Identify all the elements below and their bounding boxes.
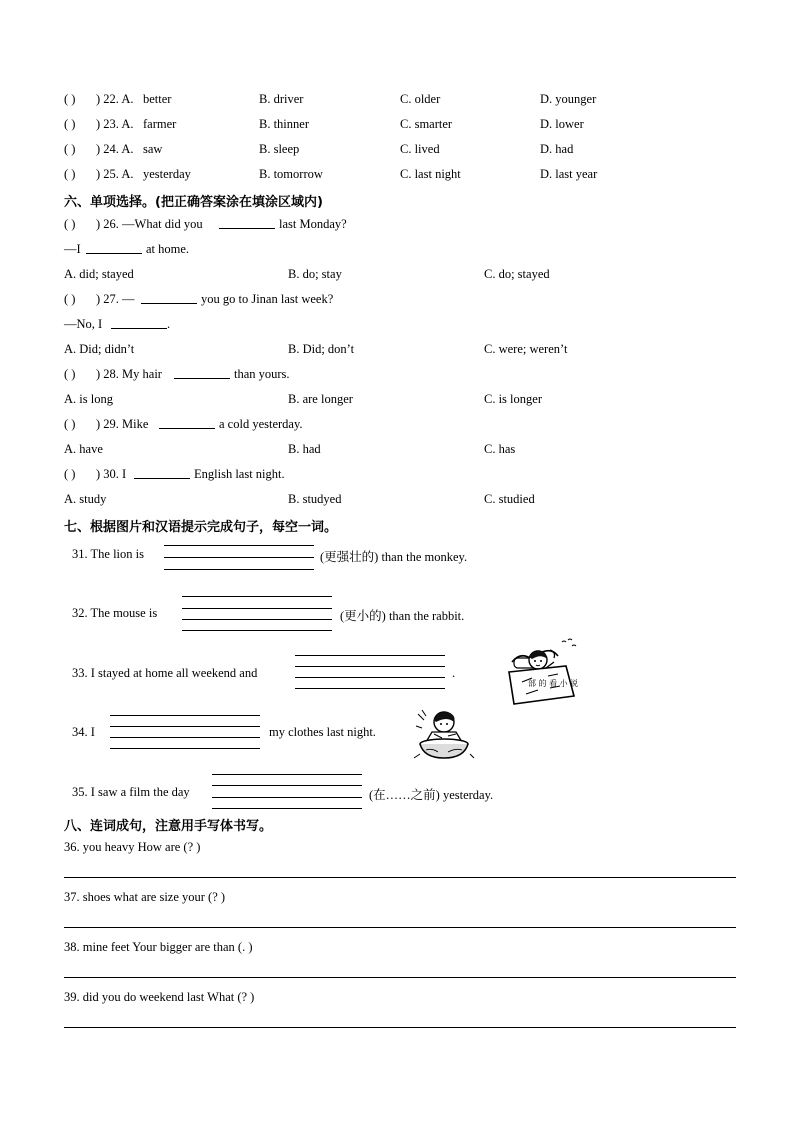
option-a: yesterday [143, 167, 191, 181]
sentence-start: 34. I [72, 725, 95, 739]
writing-line[interactable] [182, 608, 332, 609]
question-number: ) 22. A. [96, 92, 134, 106]
option-d: D. younger [540, 92, 597, 106]
option-b: B. sleep [259, 142, 300, 156]
writing-line[interactable] [110, 737, 260, 738]
answer-blank[interactable] [219, 217, 275, 229]
option-b: B. driver [259, 92, 304, 106]
option-c: C. smarter [400, 117, 453, 131]
sentence-end: (更小的) than the rabbit. [340, 609, 465, 623]
option-d: D. had [540, 142, 574, 156]
writing-line[interactable] [295, 677, 445, 678]
writing-line[interactable] [212, 785, 362, 786]
scrambled-words: 39. did you do weekend last What (? ) [64, 990, 255, 1004]
answer-line-start: —I [64, 242, 81, 256]
option-b: B. do; stay [288, 267, 342, 281]
writing-line[interactable] [295, 655, 445, 656]
answer-writing-line[interactable] [64, 977, 736, 978]
option-c: C. studied [484, 492, 535, 506]
section-8-heading: 八、连词成句，注意用手写体书写。 [64, 819, 273, 834]
question-number: ) 25. A. [96, 167, 134, 181]
writing-line[interactable] [182, 619, 332, 620]
option-b: B. had [288, 442, 321, 456]
option-b: B. thinner [259, 117, 309, 131]
answer-writing-line[interactable] [64, 877, 736, 878]
sentence-end: my clothes last night. [269, 725, 376, 739]
option-a: farmer [143, 117, 177, 131]
answer-paren: ( ) [64, 92, 76, 106]
answer-paren: ( ) [64, 467, 76, 481]
sentence-start: 35. I saw a film the day [72, 785, 190, 799]
sentence-end: . [452, 666, 456, 680]
writing-line[interactable] [182, 630, 332, 631]
sentence-start: 32. The mouse is [72, 606, 158, 620]
question-stem-end: a cold yesterday. [219, 417, 303, 431]
answer-blank[interactable] [174, 367, 230, 379]
option-c: C. older [400, 92, 441, 106]
answer-blank[interactable] [86, 242, 142, 254]
scrambled-words: 36. you heavy How are (? ) [64, 840, 201, 854]
boy-reading-in-bed-illustration [506, 638, 580, 710]
answer-line-start: —No, I [64, 317, 103, 331]
writing-line[interactable] [164, 569, 314, 570]
question-stem-end: you go to Jinan last week? [201, 292, 334, 306]
boy-washing-clothes-illustration [412, 708, 476, 762]
writing-line[interactable] [110, 748, 260, 749]
sentence-end: (在……之前) yesterday. [369, 788, 494, 802]
option-c: C. is longer [484, 392, 542, 406]
answer-writing-line[interactable] [64, 927, 736, 928]
answer-paren: ( ) [64, 292, 76, 306]
illustration-label: 部 的 看 小 说 [528, 679, 579, 688]
option-a: A. study [64, 492, 107, 506]
answer-paren: ( ) [64, 417, 76, 431]
writing-line[interactable] [110, 715, 260, 716]
answer-blank[interactable] [111, 317, 167, 329]
option-c: C. were; weren’t [484, 342, 568, 356]
answer-paren: ( ) [64, 367, 76, 381]
question-stem: ) 27. — [96, 292, 135, 306]
option-a: A. is long [64, 392, 113, 406]
option-c: C. do; stayed [484, 267, 550, 281]
answer-paren: ( ) [64, 117, 76, 131]
option-d: D. last year [540, 167, 598, 181]
answer-paren: ( ) [64, 142, 76, 156]
option-b: B. studyed [288, 492, 342, 506]
option-a: saw [143, 142, 163, 156]
option-b: B. tomorrow [259, 167, 323, 181]
writing-line[interactable] [182, 596, 332, 597]
writing-line[interactable] [164, 557, 314, 558]
writing-line[interactable] [110, 726, 260, 727]
option-a: A. Did; didn’t [64, 342, 135, 356]
section-7-heading: 七、根据图片和汉语提示完成句子，每空一词。 [64, 520, 338, 535]
sentence-start: 31. The lion is [72, 547, 144, 561]
answer-writing-line[interactable] [64, 1027, 736, 1028]
question-stem: ) 26. —What did you [96, 217, 203, 231]
section-6-heading: 六、单项选择。(把正确答案涂在填涂区域内) [64, 195, 323, 210]
writing-line[interactable] [295, 688, 445, 689]
answer-paren: ( ) [64, 167, 76, 181]
question-stem-end: last Monday? [279, 217, 347, 231]
option-b: B. Did; don’t [288, 342, 355, 356]
writing-line[interactable] [212, 808, 362, 809]
question-stem: ) 30. I [96, 467, 127, 481]
option-c: C. last night [400, 167, 461, 181]
option-d: D. lower [540, 117, 584, 131]
writing-line[interactable] [295, 666, 445, 667]
option-c: C. has [484, 442, 516, 456]
writing-line[interactable] [212, 774, 362, 775]
question-stem-end: English last night. [194, 467, 285, 481]
writing-line[interactable] [164, 545, 314, 546]
answer-blank[interactable] [141, 292, 197, 304]
sentence-end: (更强壮的) than the monkey. [320, 550, 468, 564]
question-stem-end: than yours. [234, 367, 290, 381]
sentence-start: 33. I stayed at home all weekend and [72, 666, 258, 680]
answer-blank[interactable] [159, 417, 215, 429]
writing-line[interactable] [212, 797, 362, 798]
answer-line-end: at home. [146, 242, 190, 256]
scrambled-words: 37. shoes what are size your (? ) [64, 890, 226, 904]
question-stem: ) 28. My hair [96, 367, 162, 381]
answer-blank[interactable] [134, 467, 190, 479]
question-number: ) 23. A. [96, 117, 134, 131]
option-b: B. are longer [288, 392, 353, 406]
question-stem: ) 29. Mike [96, 417, 149, 431]
answer-line-end: . [167, 317, 171, 331]
option-a: A. did; stayed [64, 267, 134, 281]
option-c: C. lived [400, 142, 440, 156]
option-a: better [143, 92, 172, 106]
option-a: A. have [64, 442, 103, 456]
answer-paren: ( ) [64, 217, 76, 231]
scrambled-words: 38. mine feet Your bigger are than (. ) [64, 940, 253, 954]
question-number: ) 24. A. [96, 142, 134, 156]
